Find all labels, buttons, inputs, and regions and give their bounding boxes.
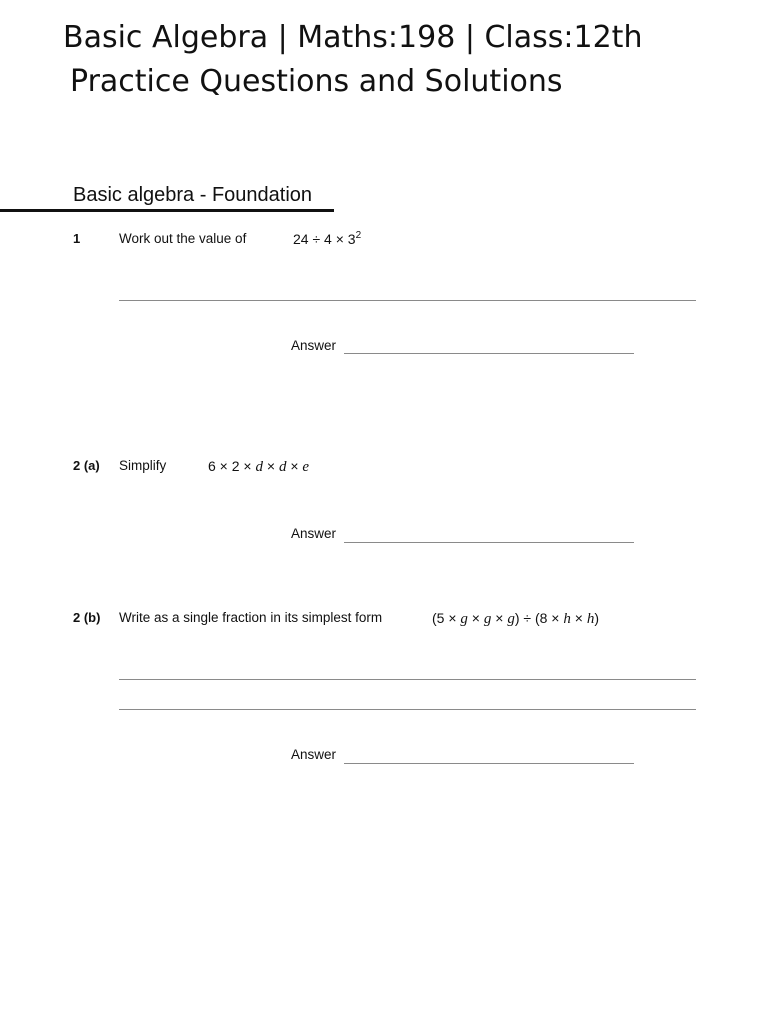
variable-d: d (278, 459, 287, 475)
expression-part: 6 × 2 × (208, 458, 256, 474)
expression-part: × (491, 610, 508, 626)
page-title: Basic Algebra | Maths:198 | Class:12th (63, 20, 643, 55)
question-text: Work out the value of (119, 231, 247, 246)
expression-part: × (286, 458, 303, 474)
expression-base: 24 ÷ 4 × 3 (293, 231, 356, 247)
expression-part: ) (594, 610, 600, 626)
section-title: Basic algebra - Foundation (73, 184, 313, 206)
question-number: 2 (b) (73, 610, 101, 625)
variable-g: g (507, 611, 515, 627)
section-underline (0, 209, 334, 212)
variable-g: g (483, 611, 492, 627)
expression-part: × (467, 610, 484, 626)
expression-part: × (262, 458, 279, 474)
expression-part: (5 × (432, 610, 461, 626)
question-number: 2 (a) (73, 458, 100, 473)
page-subtitle: Practice Questions and Solutions (70, 64, 563, 99)
question-expression (293, 230, 361, 248)
question-text: Simplify (119, 458, 167, 473)
working-line[interactable] (119, 679, 696, 680)
working-line[interactable] (119, 709, 696, 710)
question-number: 1 (73, 231, 81, 246)
question-expression (432, 609, 599, 628)
variable-h: h (563, 611, 571, 627)
variable-d: d (255, 459, 263, 475)
variable-h: h (586, 611, 595, 627)
question-expression (208, 457, 309, 476)
variable-e: e (302, 459, 310, 475)
answer-label: Answer (291, 526, 337, 541)
variable-g: g (460, 611, 468, 627)
answer-line[interactable] (344, 353, 634, 354)
question-text: Write as a single fraction in its simplest form (119, 610, 383, 625)
expression-part: × (570, 610, 587, 626)
expression-part: ) ÷ (8 × (514, 610, 564, 626)
expression-exponent: 2 (355, 230, 362, 241)
working-line[interactable] (119, 300, 696, 301)
answer-label: Answer (291, 747, 337, 762)
answer-label: Answer (291, 338, 337, 353)
answer-line[interactable] (344, 542, 634, 543)
answer-line[interactable] (344, 763, 634, 764)
